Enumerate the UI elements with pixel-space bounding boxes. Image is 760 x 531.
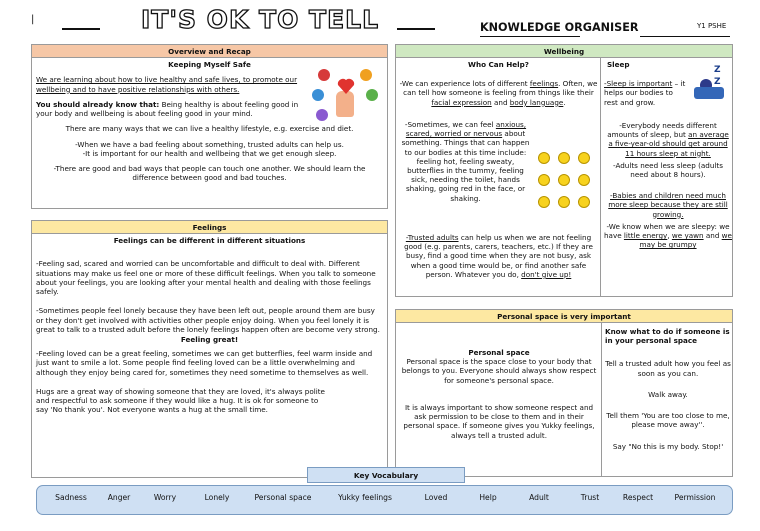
who-p1: -We can experience lots of different feelings. Often, we can tell how someone is feeling from things like their facial expression and body language.: [399, 79, 598, 107]
walk-away-text: Walk away.: [648, 389, 688, 399]
nervous-face-icon: [538, 196, 550, 208]
feelings-panel: [31, 220, 388, 478]
overview-header: Overview and Recap: [32, 45, 387, 58]
vocab-word: Permission: [674, 493, 716, 502]
who-p2: -Sometimes, we can feel anxious, scared, worried or nervous about something. Things that can happen to our bodies at this time include: feeling hot, feeling sweaty, butterflies in the tummy, feeling sick, needing the toilet, hands shaking, going red in the face, or shaking.: [401, 119, 530, 203]
overview-already-know: You should already know that: Being healthy is about feeling good in your body and wellbeing is about feeling good in your mind.: [36, 99, 299, 119]
vocab-word: Adult: [529, 493, 549, 502]
title-rule-right: [397, 28, 435, 30]
laughing-face-icon: [558, 174, 570, 186]
personal-space-header: Personal space is very important: [396, 310, 732, 323]
vocab-header: Key Vocabulary: [307, 467, 465, 483]
tell-adult-text: Tell a trusted adult how you feel as soon as you can.: [605, 359, 731, 378]
wellbeing-divider: [600, 58, 601, 297]
wellbeing-panel: [395, 44, 733, 297]
sleepy-face-icon: [578, 196, 590, 208]
dumbbell-icon: [312, 89, 324, 101]
sleep-title: Sleep: [607, 60, 630, 69]
zz-text: Z Z: [714, 65, 721, 87]
vocab-word: Lonely: [204, 493, 230, 502]
personal-space-p1: Personal space is the space close to your body that belongs to you. Everyone should always show respect for someone's personal space.: [401, 357, 597, 385]
who-can-help-title: Who Can Help?: [468, 60, 529, 69]
shocked-face-icon: [578, 174, 590, 186]
personal-space-right: [605, 327, 731, 457]
sleep-p5: -We know when we are sleepy: we have little energy, we yawn and we may be grumpy: [604, 221, 732, 250]
wellbeing-header: Wellbeing: [396, 45, 732, 58]
personal-space-p2: It is always important to show someone respect and ask permission to be close to them and in their personal space. If someone gives you Yukky feelings, always tell a trusted adult.: [403, 402, 595, 440]
heart-icon: [336, 77, 356, 95]
running-icon: [366, 89, 378, 101]
overview-panel: [31, 44, 388, 209]
overview-bad-feeling: -When we have a bad feeling about something, trusted adults can help us. -It is important for our health and wellbeing that we get enough sleep.: [75, 139, 344, 158]
overview-subtitle: Keeping Myself Safe: [168, 60, 251, 70]
people-icon: [360, 69, 372, 81]
overview-learning-text: We are learning about how to live healthy and safe lives, to promote our wellbeing and to have positive relationships with others.: [36, 75, 298, 94]
vocab-word: Trust: [580, 493, 600, 502]
sleep-icon: [316, 109, 328, 121]
personal-space-panel: [395, 309, 733, 477]
page-title: IT'S OK TO TELL: [140, 5, 380, 34]
feelings-p4: Hugs are a great way of showing someone that they are loved, it's always polite and respectful to ask someone if they would like a hug. It is ok for someone to say 'No thank you'. Not everyone wants a hug at the small time.: [36, 386, 325, 415]
sleeping-child-icon: [694, 67, 730, 101]
angry-face-icon: [578, 152, 590, 164]
feelings-subtitle: Feelings can be different in different situations: [113, 236, 306, 246]
vocab-word: Worry: [153, 493, 177, 502]
feelings-p3: -Feeling loved can be a great feeling, sometimes we can get butterflies, feel warm inside and just want to smile a lot. Some people find feeling loved can be a little overwhelming and although they enjoy being cared for, sometimes they need sometime to themselves as well.: [36, 349, 373, 377]
subject-label: Y1 PSHE: [697, 22, 727, 30]
who-p3: -Trusted adults can help us when we are not feeling good (e.g. parents, carers, teachers, etc.) If they are busy, find a good time when they are not busy, ask when a good time would be, or find another safe person. Whatever you do, don't give up!: [404, 233, 593, 279]
knowledge-organiser-title: KNOWLEDGE ORGANISER: [480, 21, 639, 34]
emoji-grid: [536, 150, 594, 230]
say-no-text: Say "No this is my body. Stop!': [612, 441, 724, 451]
personal-space-title: Personal space: [468, 348, 530, 357]
feeling-great-subtitle: Feeling great!: [180, 334, 239, 344]
vocab-word: Anger: [107, 493, 131, 502]
health-icons: [312, 65, 382, 125]
vocab-word: Yukky feelings: [338, 493, 392, 502]
vocab-word: Respect: [622, 493, 654, 502]
personal-space-divider: [601, 323, 602, 477]
personal-space-left: [399, 348, 599, 446]
feelings-p2: -Sometimes people feel lonely because they have been left out, people around them are busy or they don't get involved with activities other people enjoy doing. When you feel lonely it is great to talk to a trusted adult before the lonely feelings happen often are become very strong.: [36, 306, 380, 334]
sleep-p4: -Babies and children need much more sleep because they are still growing.: [608, 191, 728, 219]
title-rule-left: [62, 28, 100, 30]
vocab-word: Loved: [424, 493, 448, 502]
know-what-to-do-title: Know what to do if someone is in your personal space: [605, 327, 730, 346]
left-mark: |: [31, 14, 35, 25]
sleep-p2: -Everybody needs different amounts of sleep, but an average a five-year-old should get around 11 hours sleep at night.: [607, 120, 729, 158]
vocab-word: Help: [479, 493, 497, 502]
apple-icon: [318, 69, 330, 81]
sleep-p1: -Sleep is important – it helps our bodies to rest and grow.: [604, 79, 686, 107]
worried-face-icon: [538, 174, 550, 186]
feelings-header: Feelings: [32, 221, 387, 234]
overview-touch-text: -There are good and bad ways that people can touch one another. We should learn the difference between good and bad touches.: [53, 163, 366, 183]
feelings-p1: -Feeling sad, scared and worried can be uncomfortable and difficult to deal with. Different situations may make us feel one or more of these difficult feelings. When you talk to someone about your feelings, you are looking after your mental health and dealing with those feelings safely.: [36, 259, 376, 297]
tell-them-text: Tell them 'You are too close to me, please move away''.: [606, 411, 730, 430]
header-rule-left: [480, 36, 580, 37]
sad-face-icon: [558, 152, 570, 164]
crying-face-icon: [558, 196, 570, 208]
overview-lifestyle-text: There are many ways that we can live a healthy lifestyle, e.g. exercise and diet.: [65, 124, 354, 134]
sleep-p3: -Adults need less sleep (adults need about 8 hours).: [613, 160, 723, 179]
header-rule-right: [640, 36, 730, 37]
smiley-icon: [538, 152, 550, 164]
vocab-word: Personal space: [254, 493, 312, 502]
vocab-word: Sadness: [55, 493, 87, 502]
